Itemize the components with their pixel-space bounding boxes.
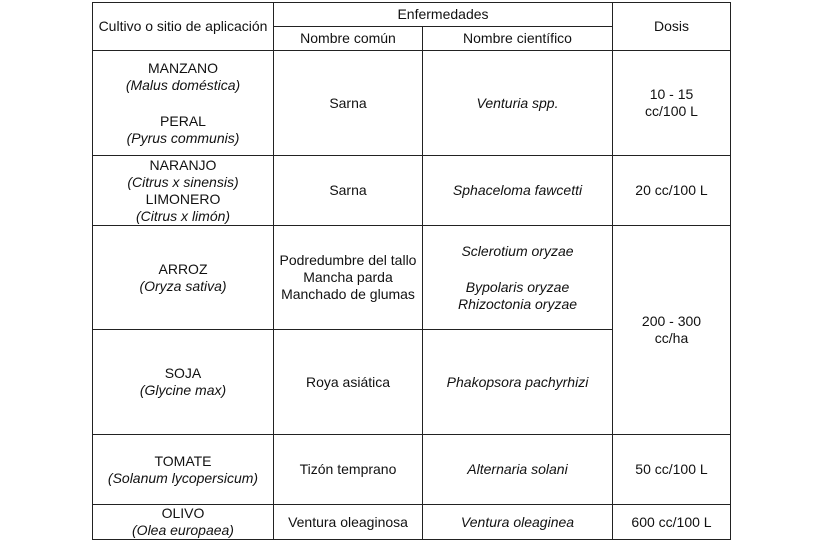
crop-scientific-name: (Citrus x limón) xyxy=(135,207,231,224)
crop-scientific-name: (Pyrus communis) xyxy=(126,129,240,146)
scientific-name-cell xyxy=(423,226,613,330)
scientific-name-cell: Alternaria solani xyxy=(423,435,613,505)
crop-scientific-name: (Oryza sativa) xyxy=(139,277,227,294)
spacer xyxy=(427,260,608,279)
table-row xyxy=(93,156,731,226)
crop-name: PERAL xyxy=(160,112,206,129)
common-name: Mancha parda xyxy=(303,269,393,285)
common-name-cell: Roya asiática xyxy=(274,330,423,435)
common-name: Manchado de glumas xyxy=(281,286,415,302)
header-diseases: Enfermedades xyxy=(274,3,613,27)
crop-cell xyxy=(93,51,274,156)
scientific-name-cell: Sphaceloma fawcetti xyxy=(423,156,613,226)
scientific-name: Bypolaris oryzae xyxy=(465,278,570,295)
crop-name: MANZANO xyxy=(148,59,218,76)
dose-cell xyxy=(613,51,731,156)
common-name-cell: Ventura oleaginosa xyxy=(274,505,423,540)
dose-value: 200 - 300 xyxy=(641,313,702,329)
crop-name: NARANJO xyxy=(149,156,217,173)
dose-unit: cc/100 L xyxy=(645,103,698,119)
crop-cell xyxy=(93,156,274,226)
crop-scientific-name: (Olea europaea) xyxy=(132,522,234,538)
crop-scientific-name: (Solanum lycopersicum) xyxy=(107,469,259,486)
crop-name: OLIVO xyxy=(161,505,205,521)
common-name-cell xyxy=(274,226,423,330)
scientific-name-cell: Phakopsora pachyrhizi xyxy=(423,330,613,435)
table-row xyxy=(93,505,731,540)
crop-scientific-name: (Glycine max) xyxy=(139,382,227,398)
scientific-name: Sclerotium oryzae xyxy=(461,242,574,259)
table-row xyxy=(93,435,731,505)
spacer xyxy=(97,94,269,113)
header-dose: Dosis xyxy=(613,3,731,51)
header-scientific-name: Nombre científico xyxy=(423,27,613,51)
crop-name: LIMONERO xyxy=(145,190,221,207)
common-name: Podredumbre del tallo xyxy=(279,252,417,268)
crop-cell xyxy=(93,330,274,435)
table-row xyxy=(93,51,731,156)
scientific-name-cell: Venturia spp. xyxy=(423,51,613,156)
scientific-name: Rhizoctonia oryzae xyxy=(457,295,578,312)
crop-cell xyxy=(93,435,274,505)
dose-cell: 50 cc/100 L xyxy=(613,435,731,505)
crop-cell xyxy=(93,505,274,540)
header-common-name: Nombre común xyxy=(274,27,423,51)
table-row xyxy=(93,226,731,330)
crop-name: TOMATE xyxy=(154,452,212,469)
crop-name: ARROZ xyxy=(158,260,208,277)
dose-table xyxy=(92,2,731,540)
dose-cell: 600 cc/100 L xyxy=(613,505,731,540)
dose-value: 10 - 15 xyxy=(649,86,694,102)
dose-cell: 20 cc/100 L xyxy=(613,156,731,226)
header-crop: Cultivo o sitio de aplicación xyxy=(93,3,274,51)
dose-cell xyxy=(613,226,731,435)
header-row xyxy=(93,3,731,27)
scientific-name-cell: Ventura oleaginea xyxy=(423,505,613,540)
common-name-cell: Sarna xyxy=(274,156,423,226)
crop-scientific-name: (Malus doméstica) xyxy=(125,76,241,93)
crop-cell xyxy=(93,226,274,330)
crop-name: SOJA xyxy=(164,365,202,381)
crop-scientific-name: (Citrus x sinensis) xyxy=(127,173,239,190)
common-name-cell: Sarna xyxy=(274,51,423,156)
dose-unit: cc/ha xyxy=(654,330,689,346)
common-name-cell: Tizón temprano xyxy=(274,435,423,505)
